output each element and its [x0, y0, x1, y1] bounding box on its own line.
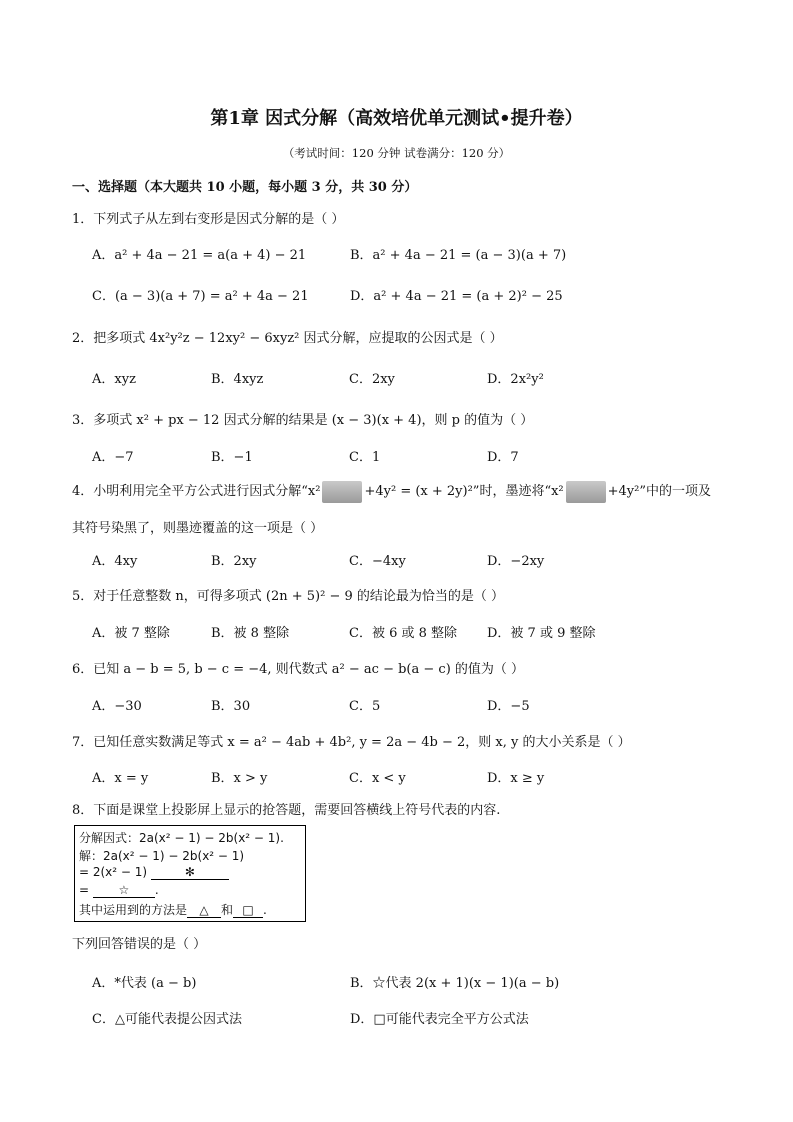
q4-stem-part-b: +4y² = (x + 2y)²”时，墨迹将“x²: [364, 484, 564, 499]
q7-option-c[interactable]: C．x < y: [349, 771, 406, 786]
q4-option-b[interactable]: B．2xy: [211, 554, 257, 569]
q8-option-c[interactable]: C．△可能代表提公因式法: [92, 1012, 242, 1027]
q2-option-c[interactable]: C．2xy: [349, 372, 395, 387]
question-6-stem: 6．已知 a − b = 5, b − c = −4, 则代数式 a² − ac − b(a − c) 的值为（ ）: [72, 662, 525, 677]
question-8-stem: 8．下面是课堂上投影屏上显示的抢答题，需要回答横线上符号代表的内容.: [72, 803, 501, 818]
board-and: 和: [221, 903, 234, 917]
section-heading: 一、选择题（本大题共 10 小题，每小题 3 分，共 30 分）: [72, 180, 418, 195]
q6-option-c[interactable]: C．5: [349, 699, 381, 714]
board-line-4-text: =: [79, 883, 90, 897]
q4-option-a[interactable]: A．4xy: [92, 554, 138, 569]
q4-option-c[interactable]: C．−4xy: [349, 554, 406, 569]
q2-option-b[interactable]: B．4xyz: [211, 372, 264, 387]
question-8-stem-line2: 下列回答错误的是（ ）: [72, 937, 207, 952]
q5-option-a[interactable]: A．被 7 整除: [92, 626, 170, 641]
board-line-1: 分解因式：2a(x² − 1) − 2b(x² − 1).: [79, 831, 284, 845]
question-4-stem-line2: 其符号染黑了，则墨迹覆盖的这一项是（ ）: [72, 521, 324, 536]
question-2-stem: 2．把多项式 4x²y²z − 12xy² − 6xyz² 因式分解，应提取的公因式是（ ）: [72, 331, 503, 346]
blank-triangle: △: [187, 903, 221, 918]
exam-info: （考试时间：120 分钟 试卷满分：120 分）: [282, 146, 511, 160]
board-line-2: 解：2a(x² − 1) − 2b(x² − 1): [79, 849, 245, 863]
question-5-stem: 5．对于任意整数 n，可得多项式 (2n + 5)² − 9 的结论最为恰当的是（ ）: [72, 589, 505, 604]
q5-option-b[interactable]: B．被 8 整除: [211, 626, 290, 641]
q8-option-b[interactable]: B．☆代表 2(x + 1)(x − 1)(a − b): [350, 976, 560, 991]
question-3-stem: 3．多项式 x² + px − 12 因式分解的结果是 (x − 3)(x + 4)，则 p 的值为（ ）: [72, 413, 534, 428]
q3-option-d[interactable]: D．7: [487, 450, 519, 465]
q1-option-c[interactable]: C．(a − 3)(a + 7) = a² + 4a − 21: [92, 289, 309, 304]
q7-option-d[interactable]: D．x ≥ y: [487, 771, 545, 786]
question-1-stem: 1．下列式子从左到右变形是因式分解的是（ ）: [72, 212, 345, 227]
q4-option-d[interactable]: D．−2xy: [487, 554, 545, 569]
q1-option-b[interactable]: B．a² + 4a − 21 = (a − 3)(a + 7): [350, 248, 567, 263]
q6-option-a[interactable]: A．−30: [92, 699, 142, 714]
board-line-3-text: = 2(x² − 1): [79, 865, 148, 879]
q1-option-a[interactable]: A．a² + 4a − 21 = a(a + 4) − 21: [92, 248, 307, 263]
q3-option-c[interactable]: C．1: [349, 450, 381, 465]
question-4-stem: [72, 480, 711, 503]
q8-option-d[interactable]: D．□可能代表完全平方公式法: [350, 1012, 529, 1027]
board-line-5-text: 其中运用到的方法是: [79, 903, 188, 917]
q8-option-a[interactable]: A．*代表 (a − b): [92, 976, 197, 991]
blank-star: ✻: [151, 865, 229, 880]
q4-stem-part-a: 4．小明利用完全平方公式进行因式分解“x²: [72, 484, 321, 499]
board-line-5: 其中运用到的方法是 △ 和 □ .: [79, 903, 267, 917]
q1-option-d[interactable]: D．a² + 4a − 21 = (a + 2)² − 25: [350, 289, 563, 304]
projector-board: [74, 825, 306, 922]
page-title: 第1章 因式分解（高效培优单元测试•提升卷）: [210, 108, 583, 129]
board-line-3: [79, 865, 229, 880]
q2-option-a[interactable]: A．xyz: [92, 372, 136, 387]
q7-option-a[interactable]: A．x = y: [92, 771, 149, 786]
q5-option-d[interactable]: D．被 7 或 9 整除: [487, 626, 596, 641]
ink-blot: [322, 481, 362, 503]
question-7-stem: 7．已知任意实数满足等式 x = a² − 4ab + 4b², y = 2a − 4b − 2，则 x, y 的大小关系是（ ）: [72, 735, 631, 750]
q4-stem-part-c: +4y²”中的一项及: [607, 484, 712, 499]
q5-option-c[interactable]: C．被 6 或 8 整除: [349, 626, 458, 641]
q7-option-b[interactable]: B．x > y: [211, 771, 268, 786]
q3-option-b[interactable]: B．−1: [211, 450, 253, 465]
q3-option-a[interactable]: A．−7: [92, 450, 134, 465]
q6-option-d[interactable]: D．−5: [487, 699, 530, 714]
q6-option-b[interactable]: B．30: [211, 699, 251, 714]
blank-five-star: ☆: [93, 883, 155, 898]
q2-option-d[interactable]: D．2x²y²: [487, 372, 544, 387]
blank-square: □: [233, 903, 263, 918]
board-line-4: = ☆ .: [79, 883, 159, 897]
ink-blot: [566, 481, 606, 503]
